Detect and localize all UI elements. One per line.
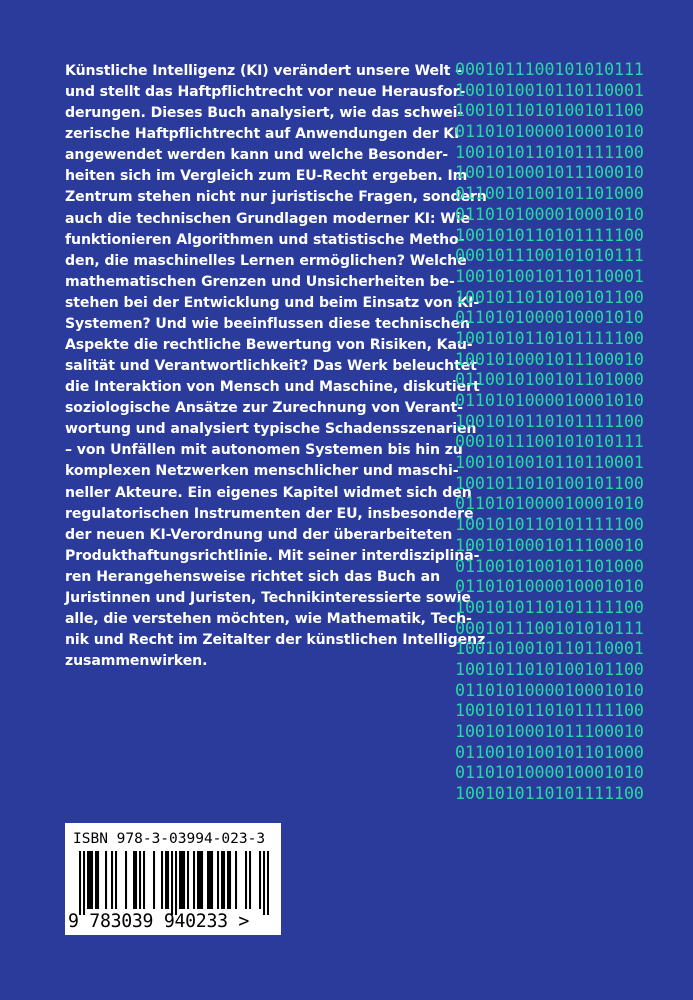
blurb-line: Zentrum stehen nicht nur juristische Fragen, sondern	[65, 189, 487, 206]
barcode-bar	[105, 851, 107, 909]
binary-line: 1001010010110110001	[455, 453, 644, 473]
barcode-bar	[87, 851, 89, 909]
barcode-bar	[139, 851, 141, 909]
barcode-bar	[97, 851, 99, 909]
barcode-bar	[249, 851, 251, 909]
barcode-bar	[143, 851, 145, 909]
blurb-line: Produkthaftungsrichtlinie. Mit seiner interdisziplinä-	[65, 547, 480, 564]
blurb-line: soziologische Ansätze zur Zurechnung von Verant-	[65, 400, 463, 417]
binary-line: 0001011100101010111	[455, 432, 644, 452]
binary-line: 1001010110101111100	[455, 597, 644, 617]
blurb-line: die Interaktion von Mensch und Maschine, diskutiert	[65, 379, 480, 396]
binary-line: 1001010110101111100	[455, 225, 644, 245]
binary-line: 1001010110101111100	[455, 411, 644, 431]
blurb-line: und stellt das Haftpflichtrecht vor neue Herausfor-	[65, 84, 466, 101]
binary-line: 0110101000010001010	[455, 391, 644, 410]
blurb-line: Künstliche Intelligenz (KI) verändert unsere Welt –	[65, 63, 463, 79]
binary-line: 1001010001011100010	[455, 349, 644, 369]
blurb-line: Aspekte die rechtliche Bewertung von Risiken, Kau-	[65, 337, 473, 354]
blurb-line: zerische Haftpflichtrecht auf Anwendungen der KI	[65, 126, 460, 143]
barcode-bar	[181, 851, 183, 909]
binary-line: 0001011100101010111	[455, 246, 644, 266]
binary-line: 1001010010110110001	[455, 266, 644, 286]
barcode-bar	[115, 851, 117, 909]
barcode-bar	[201, 851, 203, 909]
binary-line: 1001011010100101100	[455, 101, 644, 121]
blurb-line: zusammenwirken.	[65, 653, 208, 670]
binary-line: 0110101000010001010	[455, 577, 644, 597]
barcode-bar	[125, 851, 127, 909]
blurb-text	[65, 61, 487, 672]
blurb-line: salität und Verantwortlichkeit? Das Werk beleuchtet	[65, 358, 477, 375]
barcode-bar	[111, 851, 113, 909]
binary-line: 0001011100101010111	[455, 618, 644, 638]
binary-line: 1001010110101111100	[455, 328, 644, 348]
binary-line: 0110010100101101000	[455, 370, 644, 390]
blurb-line: nik und Recht im Zeitalter der künstlichen Intelligenz	[65, 632, 486, 649]
blurb-line: komplexen Netzwerken menschlicher und maschi-	[65, 463, 459, 480]
blurb-line: stehen bei der Entwicklung und beim Einsatz von KI-	[65, 294, 480, 311]
ean-digits: 9 783039 940233 >	[68, 911, 250, 932]
blurb-line: Systemen? Und wie beeinflussen diese technischen	[65, 315, 470, 332]
barcode-bar	[187, 851, 189, 909]
binary-line: 1001010001011100010	[455, 535, 644, 555]
binary-line: 0110101000010001010	[455, 680, 644, 700]
binary-line: 0110101000010001010	[455, 763, 644, 783]
binary-line: 0110101000010001010	[455, 308, 644, 328]
binary-line: 0001011100101010111	[455, 60, 644, 79]
barcode-bar	[171, 851, 173, 915]
blurb-line: der neuen KI-Verordnung und der überarbeiteten	[65, 526, 453, 543]
barcode-bar	[223, 851, 225, 909]
blurb-line: mathematischen Grenzen und Unsicherheiten be-	[65, 273, 455, 290]
barcode-bar	[193, 851, 195, 909]
barcode-bar	[221, 851, 223, 909]
barcode-bar	[91, 851, 93, 909]
blurb-line: funktionieren Algorithmen und statistische Metho-	[65, 231, 465, 248]
isbn-barcode	[65, 823, 281, 935]
barcode-bar	[175, 851, 177, 915]
barcode-bar	[199, 851, 201, 909]
blurb-line: alle, die verstehen möchten, wie Mathematik, Tech-	[65, 611, 472, 628]
blurb-line: ren Herangehensweise richtet sich das Buch an	[65, 568, 440, 585]
binary-line: 0110101000010001010	[455, 494, 644, 514]
binary-code-decoration	[455, 60, 685, 805]
barcode-bar	[245, 851, 247, 909]
binary-line: 1001010001011100010	[455, 722, 644, 741]
barcode-bar	[133, 851, 135, 909]
barcode-bar	[217, 851, 219, 909]
barcode-bar	[235, 851, 237, 909]
barcode-bar	[227, 851, 229, 909]
blurb-line: auch die technischen Grundlagen moderner KI: Wie	[65, 210, 470, 227]
barcode-bar	[79, 851, 81, 915]
binary-line: 0110101000010001010	[455, 122, 644, 142]
barcode-bar	[267, 851, 269, 915]
barcode-bar	[207, 851, 209, 909]
barcode-bar	[259, 851, 261, 909]
barcode-bar	[263, 851, 265, 915]
blurb-line: derungen. Dieses Buch analysiert, wie das schwei-	[65, 105, 464, 122]
blurb-line: – von Unfällen mit autonomen Systemen bis hin zu	[65, 442, 463, 459]
binary-line: 1001010010110110001	[455, 80, 644, 100]
binary-line: 1001011010100101100	[455, 287, 644, 307]
blurb-line: neller Akteure. Ein eigenes Kapitel widmet sich den	[65, 484, 472, 501]
barcode-bar	[183, 851, 185, 909]
blurb-line: den, die maschinelles Lernen ermöglichen? Welche	[65, 252, 467, 269]
binary-line: 1001010110101111100	[455, 784, 644, 804]
blurb-line: heiten sich im Vergleich zum EU-Recht ergeben. Im	[65, 168, 468, 185]
isbn-label: ISBN 978-3-03994-023-3	[73, 831, 266, 847]
blurb-line: angewendet werden kann und welche Besonder-	[65, 147, 448, 164]
barcode-bar	[229, 851, 231, 909]
barcode-bar	[211, 851, 213, 909]
barcode-bar	[209, 851, 211, 909]
blurb-line: regulatorischen Instrumenten der EU, insbesondere	[65, 505, 474, 522]
binary-line: 0110010100101101000	[455, 184, 644, 204]
barcode-bar	[83, 851, 85, 915]
barcode-bar	[167, 851, 169, 909]
barcode-bar	[165, 851, 167, 909]
binary-line: 1001011010100101100	[455, 473, 644, 493]
binary-line: 1001010110101111100	[455, 515, 644, 535]
barcode-bar	[179, 851, 181, 909]
binary-line: 1001010010110110001	[455, 639, 644, 659]
blurb-line: Juristinnen und Juristen, Technikinteressierte sowie	[65, 589, 471, 606]
binary-line: 1001010110101111100	[455, 142, 644, 162]
barcode-bar	[153, 851, 155, 909]
binary-line: 1001010001011100010	[455, 163, 644, 183]
barcode-bar	[197, 851, 199, 909]
binary-line: 1001011010100101100	[455, 659, 644, 679]
barcode-bar	[135, 851, 137, 909]
barcode-bar	[95, 851, 97, 909]
binary-line: 0110010100101101000	[455, 742, 644, 762]
binary-line: 0110010100101101000	[455, 556, 644, 576]
binary-line: 1001010110101111100	[455, 701, 644, 721]
barcode-bars	[79, 851, 269, 915]
blurb-line: wortung und analysiert typische Schadensszenarien	[65, 421, 477, 438]
binary-line: 0110101000010001010	[455, 204, 644, 224]
barcode-bar	[89, 851, 91, 909]
barcode-bar	[161, 851, 163, 909]
